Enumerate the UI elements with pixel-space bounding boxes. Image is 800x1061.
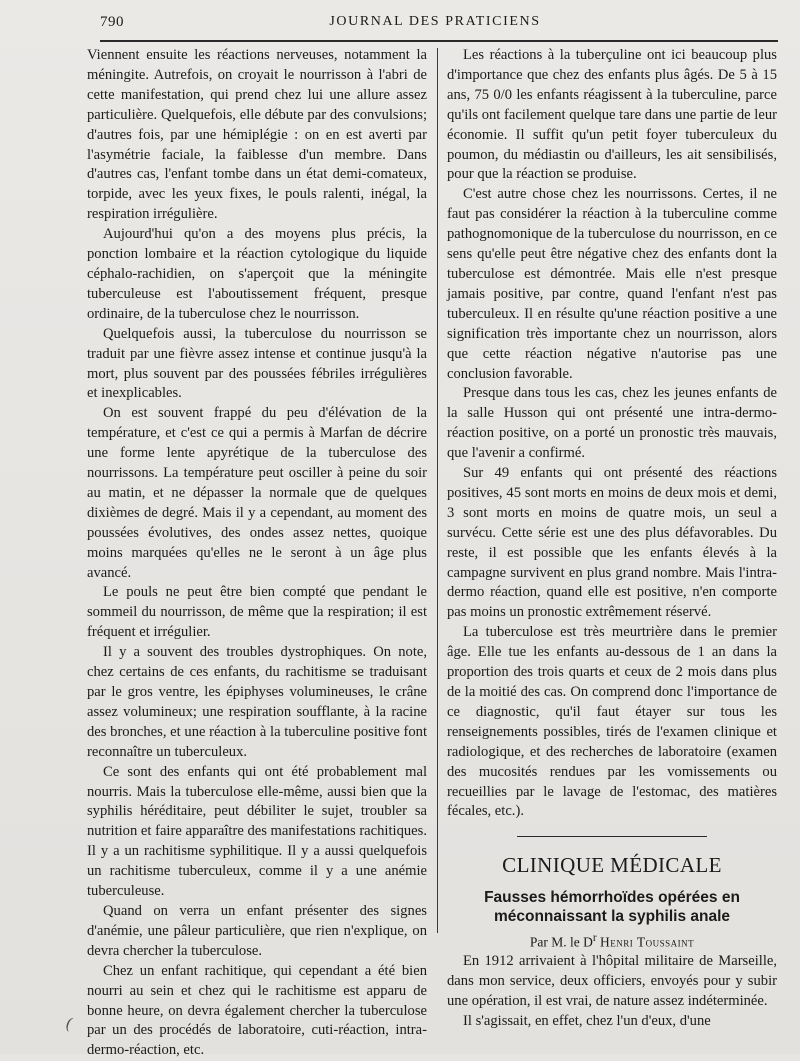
section-rule (517, 836, 707, 837)
header-rule (100, 40, 778, 42)
article-title: Fausses hémorrhoïdes opérées en méconnaissant la syphilis anale (484, 889, 740, 926)
paragraph: Viennent ensuite les réactions nerveuses, notamment la méningite. Autrefois, on croyait le nourrisson à l'abri de cette manifestation, qui prend chez lui une allure assez particulière. Quelquefois, elle débute par des convulsions; d'autres fois, par une hémiplégie : on en est averti par l'asymétrie faciale, la faiblesse d'un membre. Dans d'autres cas, l'enfant tombe dans un état demi-comateux, torpide, avec les yeux fixes, le pouls ralenti, inégal, la respiration irrégulière. (87, 47, 427, 223)
author-name: Henri Toussaint (599, 934, 695, 950)
byline-prefix: Par M. le D (529, 934, 593, 950)
paragraph: Presque dans tous les cas, chez les jeunes enfants de la salle Husson qui ont présenté une intra-dermo-réaction positive, on a porté un pronostic très mauvais, que l'avenir a confirmé. (447, 385, 777, 462)
paragraph: Les réactions à la tuberçuline ont ici beaucoup plus d'importance que chez des enfants plus âgés. De 5 à 15 ans, 75 0/0 les enfants réagissent à la tuberculine, parce qu'ils ont facilement quelque tare dans une partie de leur économie. Il suffit qu'un petit foyer tuberculeux du poumon, du médiastin ou d'ailleurs, les ait sensibilisés, pour que la réaction se produise. (447, 47, 777, 183)
paragraph: On est souvent frappé du peu d'élévation de la température, et c'est ce qui a permis à Marfan de décrire une forme lente apyrétique de la tuberculose des nourrissons. La température peut osciller à peine du soir au matin, et ne dépasser la normale que de quelques dixièmes de degré. Mais il y a cependant, au moment des poussées évolutives, des ondes assez nettes, quoique moins marquées qu'elles ne le seront à un âge plus avancé. (87, 405, 427, 581)
paragraph: Quelquefois aussi, la tuberculose du nourrisson se traduit par une fièvre assez intense et continue jusqu'à la mort, plus souvent par des poussées fébriles irrégulières et inexplicables. (87, 325, 427, 402)
margin-mark: ( (62, 1013, 76, 1034)
right-column (447, 46, 777, 1031)
paragraph: En 1912 arrivaient à l'hôpital militaire de Marseille, dans mon service, deux officiers, envoyés pour y subir une opération, il est vrai, de nature assez indéterminée. (447, 952, 777, 1009)
paragraph: Quand on verra un enfant présenter des signes d'anémie, une pâleur particulière, que rien n'explique, on devra chercher la tuberculose. (87, 902, 427, 959)
byline (447, 929, 777, 952)
journal-title: JOURNAL DES PRATICIENS (329, 14, 541, 29)
paragraph: C'est autre chose chez les nourrissons. Certes, il ne faut pas considérer la réaction à la tuberculine comme pathognomonique de la tuberculose du nourrisson, en ce sens qu'elle peut être négative chez des enfants dont la tuberculose est démontrée. Mais elle n'est presque jamais positive, par contre, quand l'enfant n'est pas tuberculeux. Il en résulte qu'une réaction positive a une signification très importante chez un nourrisson, alors que cette réaction négative n'autorise pas une conclusion favorable. (447, 186, 777, 382)
page-number: 790 (100, 14, 124, 30)
paragraph: La tuberculose est très meurtrière dans le premier âge. Elle tue les enfants au-dessous de 1 an dans la proportion des trois quarts et ceux de 2 mois dans plus de la moitié des cas. On comprend donc l'importance de ce diagnostic, qu'il faut étayer sur tous les renseignements possibles, tirés de l'examen clinique et radiologique, et des recherches de laboratoire (examen des mucosités rendues par les vomissements ou recueillies par le lavage de l'estomac, des matières fécales, etc.). (447, 624, 777, 820)
paragraph: Le pouls ne peut être bien compté que pendant le sommeil du nourrisson, de même que la respiration; il est fréquent et irrégulier. (87, 584, 427, 641)
column-divider (437, 48, 438, 933)
section-title: CLINIQUE MÉDICALE (502, 853, 722, 878)
paragraph: Ce sont des enfants qui ont été probablement mal nourris. Mais la tuberculose elle-même, aussi bien que la syphilis héréditaire, peut débiliter le sujet, troubler sa nutrition et faire apparaître des manifestations rachitiques. Il y a un rachitisme syphilitique. Il y a aussi quelquefois un rachitisme tuberculeux, comme il y a une anémie tuberculeuse. (87, 763, 427, 900)
page-header (100, 14, 770, 38)
paragraph: Il y a souvent des troubles dystrophiques. On note, chez certains de ces enfants, du rachitisme se traduisant par le gros ventre, les épiphyses volumineuses, le crâne assez volumineux; une respiration soufflante, à la racine des bronches, et une réaction à la tuberculine positive font reconnaître un tuberculeux. (87, 644, 427, 760)
paragraph: Chez un enfant rachitique, qui cependant a été bien nourri au sein et chez qui le rachitisme est apparu de bonne heure, on devra également chercher la tuberculose par un des procédés de laboratoire, cuti-réaction, intra-dermo-réaction, etc. (87, 962, 427, 1059)
paragraph: Il s'agissait, en effet, chez l'un d'eux, d'une (463, 1012, 711, 1029)
byline-superscript: r (592, 932, 597, 945)
paragraph: Aujourd'hui qu'on a des moyens plus précis, la ponction lombaire et la réaction cytologique du liquide céphalo-rachidien, on s'aperçoit que la méningite tuberculeuse est l'aboutissement fréquent, presque ordinaire, de la tuberculose chez le nourrisson. (87, 226, 427, 322)
paragraph: Sur 49 enfants qui ont présenté des réactions positives, 45 sont morts en moins de deux mois et demi, 3 sont morts en moins de quatre mois, un seul a survécu. Cette série est une des plus défavorables. Du reste, il est possible que les enfants élevés à la campagne survivent en plus grand nombre. Mais l'intra-dermo réaction, quand elle est positive, n'en comporte pas moins un pronostic extrêmement réservé. (447, 465, 777, 621)
left-column (87, 46, 427, 1061)
